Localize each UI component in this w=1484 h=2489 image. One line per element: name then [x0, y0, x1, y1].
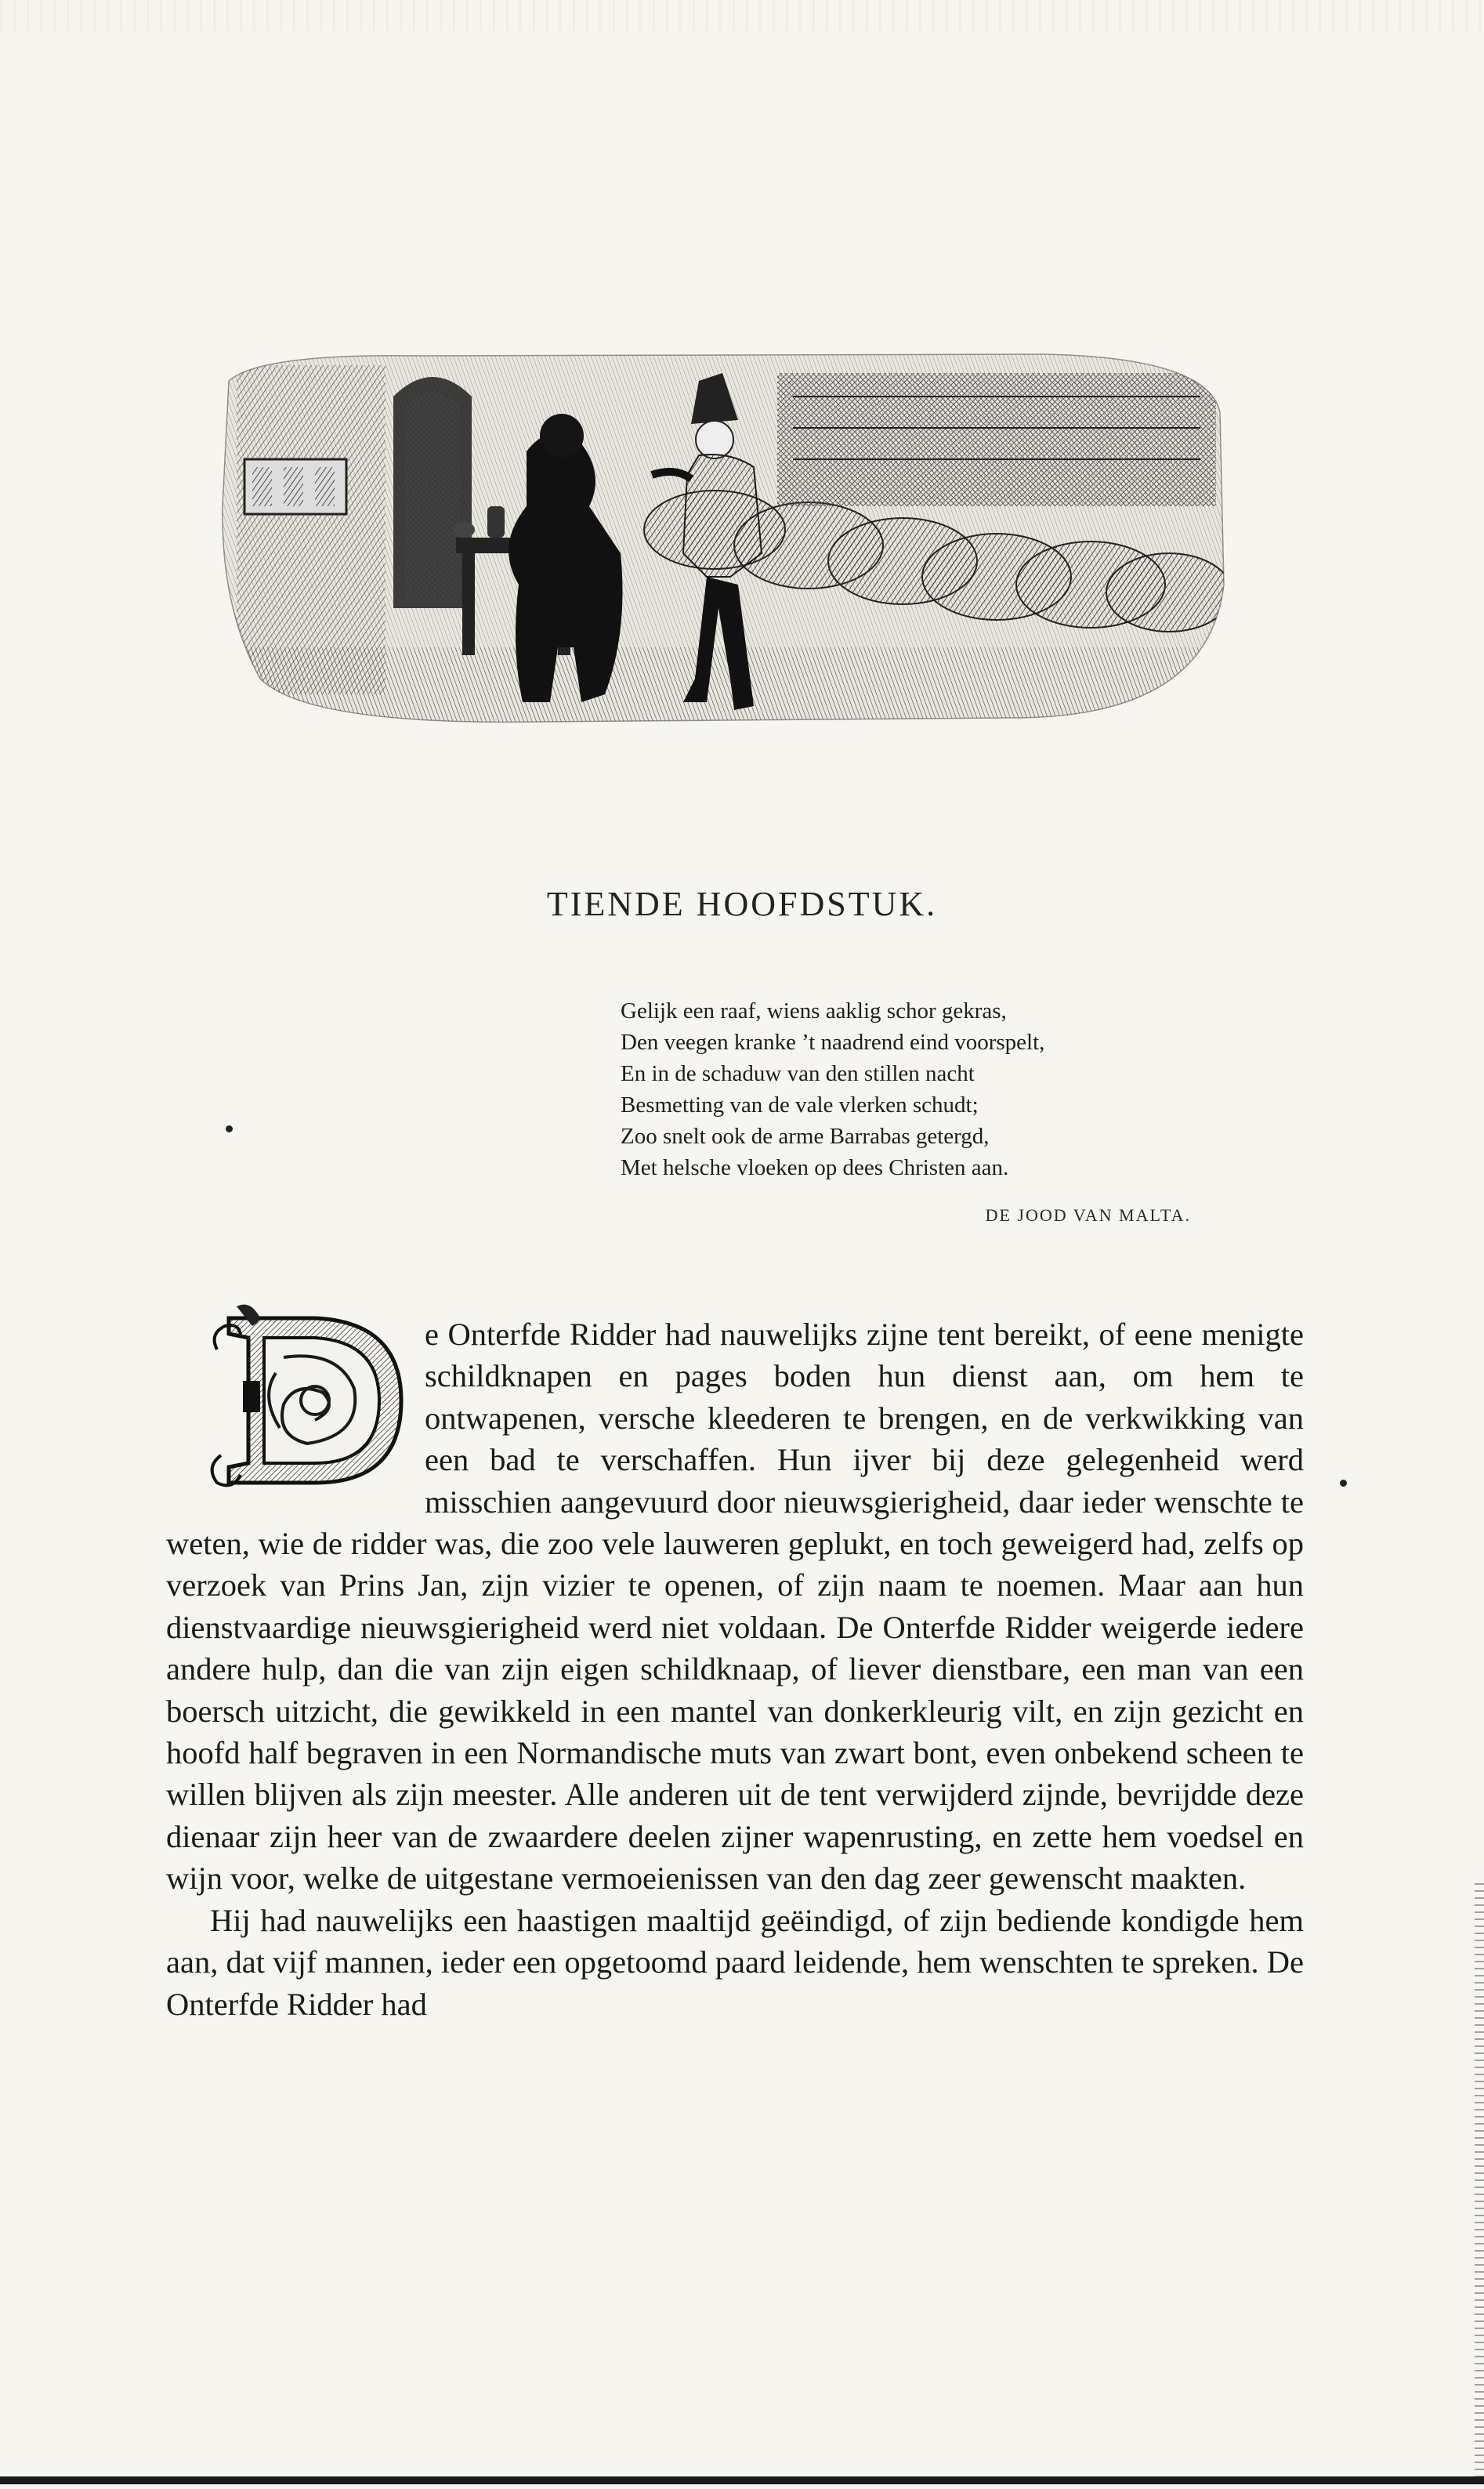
- page-bottom-edge: [0, 2476, 1484, 2484]
- chapter-illustration: [213, 350, 1232, 734]
- epigraph: [621, 995, 1357, 1183]
- page-edge-speckle: [0, 0, 1484, 31]
- print-speck: [226, 1125, 233, 1132]
- epigraph-line: Gelijk een raaf, wiens aaklig schor gekras,: [621, 998, 1007, 1023]
- paragraph: e Onterfde Ridder had nauwelijks zijne tent bereikt, of eene menigte schildknapen en pages boden hun dienst aan, om hem te ontwapenen, versche kleederen te brengen, en de verkwikking van een bad te verschaffen. Hun ijver bij deze gelegenheid werd misschien aangevuurd door nieuwsgierigheid, daar ieder wenschte te weten, wie de ridder was, die zoo vele lauweren geplukt, en toch geweigerd had, zelfs op verzoek van Prins Jan, zijn vizier te openen, of zijn naam te noemen. Maar aan hun dienstvaardige nieuwsgierigheid werd niet voldaan. De Onterfde Ridder weigerde iedere andere hulp, dan die van zijn eigen schildknaap, of liever dienstbare, een man van een boersch uitzicht, die gewikkeld in een mantel van donkerkleurig vilt, en zijn gezicht en hoofd half begraven in een Normandische muts van zwart bont, even onbekend scheen te willen blijven als zijn meester. Alle anderen uit de tent verwijderd zijnde, bevrijdde deze dienaar zijn heer van de zwaardere deelen zijner wapenrusting, en zette hem voedsel en wijn voor, welke de uitgestane vermoeienissen van den dag zeer gewenscht maakten.: [166, 1317, 1304, 1897]
- engraving-two-men-in-tent-icon: [213, 350, 1232, 734]
- print-speck: [1340, 1480, 1347, 1487]
- epigraph-source: DE JOOD VAN MALTA.: [985, 1205, 1191, 1225]
- epigraph-line: Zoo snelt ook de arme Barrabas getergd,: [621, 1124, 990, 1149]
- epigraph-line: Met helsche vloeken op dees Christen aan.: [621, 1155, 1009, 1180]
- epigraph-line: Besmetting van de vale vlerken schudt;: [621, 1092, 979, 1118]
- epigraph-line: Den veegen kranke ’t naadrend eind voorspelt,: [621, 1030, 1045, 1055]
- epigraph-line: En in de schaduw van den stillen nacht: [621, 1061, 975, 1086]
- chapter-title: TIENDE HOOFDSTUK.: [546, 885, 938, 923]
- body-text: [166, 1313, 1304, 2025]
- paragraph: Hij had nauwelijks een haastigen maaltijd geëindigd, of zijn bediende kondigde hem aan, dat vijf mannen, ieder een opgetoomd paard leidende, hem wenschten te spreken. De Onterfde Ridder had: [166, 1902, 1304, 2022]
- page-edge-shadow: [1475, 1881, 1484, 2484]
